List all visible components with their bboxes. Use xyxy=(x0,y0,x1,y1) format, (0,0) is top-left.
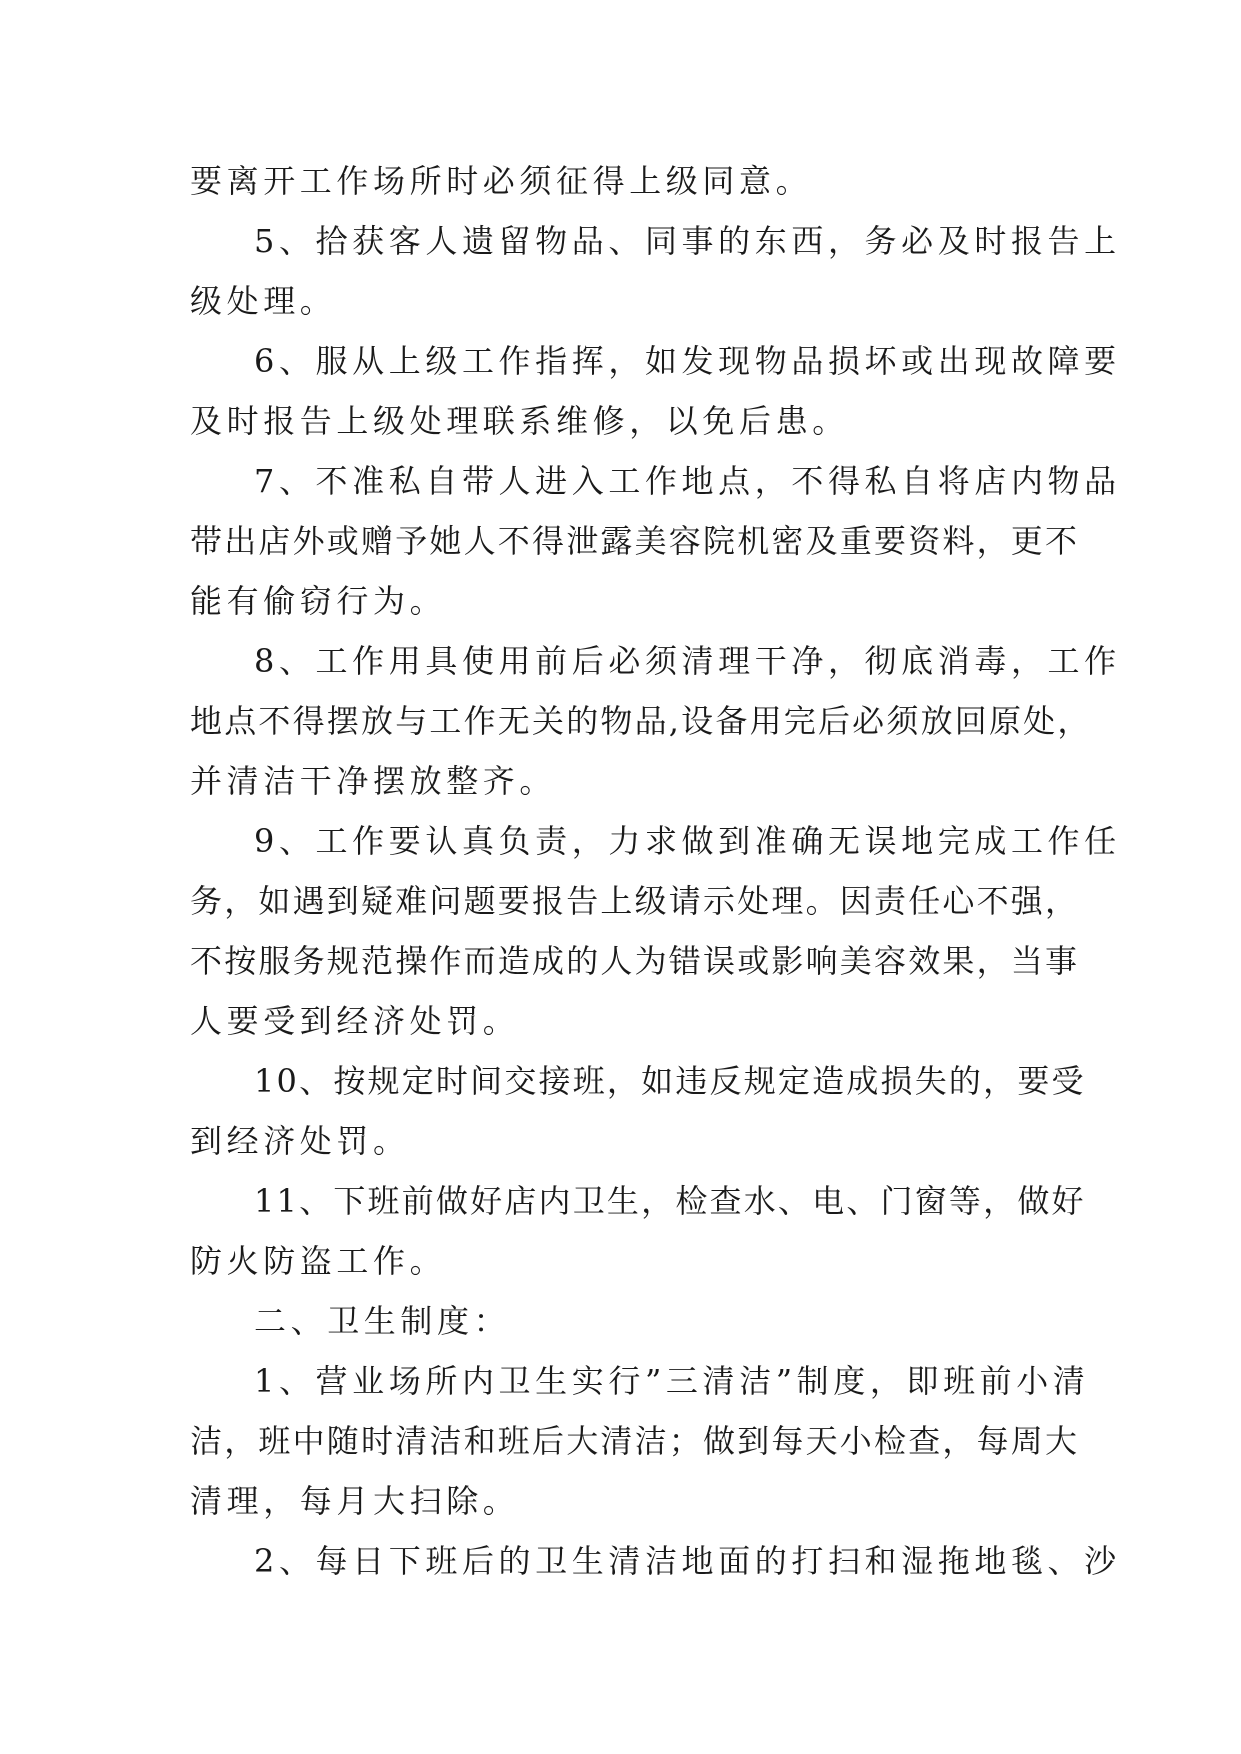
section-heading: 二、卫生制度： xyxy=(254,1302,511,1340)
text-line: 9、工作要认真负责，力求做到准确无误地完成工作任 xyxy=(254,822,1121,860)
text-line: 6、服从上级工作指挥，如发现物品损坏或出现故障要 xyxy=(254,342,1121,380)
text-line: 要离开工作场所时必须征得上级同意。 xyxy=(190,162,813,200)
text-line: 地点不得摆放与工作无关的物品,设备用完后必须放回原处， xyxy=(190,702,1092,740)
text-line: 11、下班前做好店内卫生，检查水、电、门窗等，做好 xyxy=(254,1182,1086,1220)
text-line: 5、拾获客人遗留物品、同事的东西，务必及时报告上 xyxy=(254,222,1121,260)
text-line: 带出店外或赠予她人不得泄露美容院机密及重要资料，更不 xyxy=(190,522,1080,560)
text-line: 防火防盗工作。 xyxy=(190,1242,447,1280)
text-line: 1、营业场所内卫生实行”三清洁”制度，即班前小清 xyxy=(254,1362,1090,1400)
text-line: 10、按规定时间交接班，如违反规定造成损失的，要受 xyxy=(254,1062,1086,1100)
text-line: 人要受到经济处罚。 xyxy=(190,1002,520,1040)
text-line: 并清洁干净摆放整齐。 xyxy=(190,762,557,800)
text-line: 8、工作用具使用前后必须清理干净，彻底消毒，工作 xyxy=(254,642,1121,680)
text-line: 7、不准私自带人进入工作地点，不得私自将店内物品 xyxy=(254,462,1121,500)
text-line: 及时报告上级处理联系维修，以免后患。 xyxy=(190,402,849,440)
text-line: 2、每日下班后的卫生清洁地面的打扫和湿拖地毯、沙 xyxy=(254,1542,1121,1580)
text-line: 能有偷窃行为。 xyxy=(190,582,447,620)
text-line: 级处理。 xyxy=(190,282,337,320)
text-line: 不按服务规范操作而造成的人为错误或影响美容效果，当事 xyxy=(190,942,1080,980)
text-line: 务，如遇到疑难问题要报告上级请示处理。因责任心不强， xyxy=(190,882,1080,920)
text-line: 到经济处罚。 xyxy=(190,1122,410,1160)
text-line: 清理，每月大扫除。 xyxy=(190,1482,520,1520)
text-line: 洁，班中随时清洁和班后大清洁；做到每天小检查，每周大 xyxy=(190,1422,1080,1460)
